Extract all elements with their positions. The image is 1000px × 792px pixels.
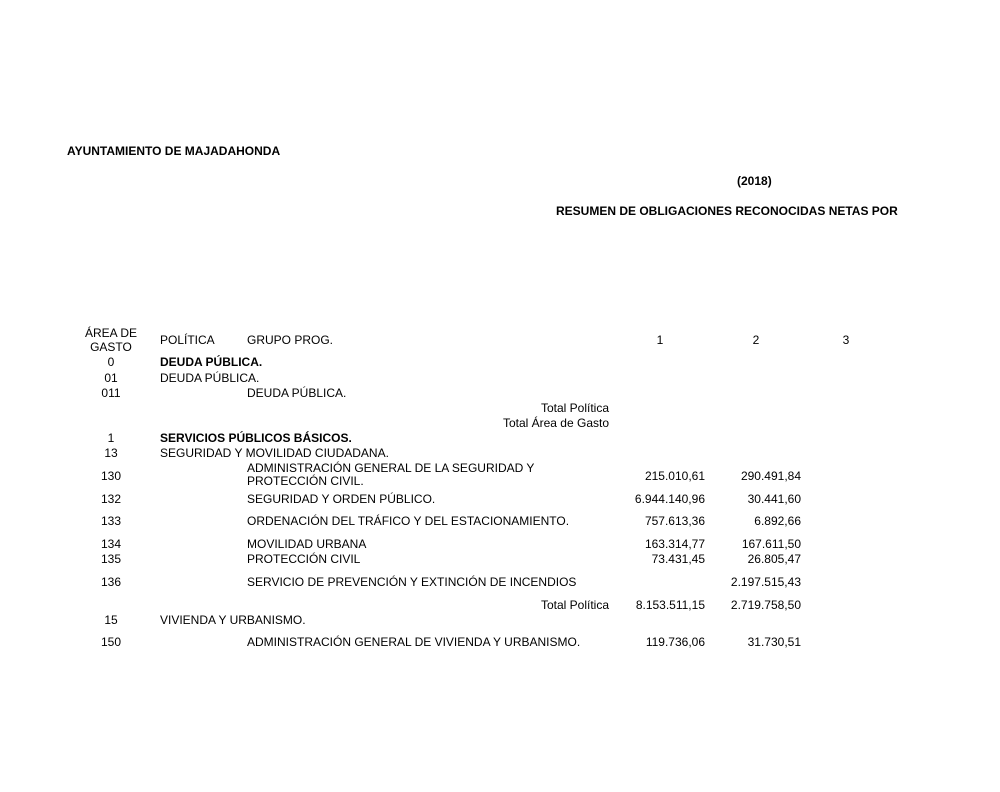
value-col2: 290.491,84: [740, 469, 801, 483]
column-header-grupo: GRUPO PROG.: [247, 333, 334, 347]
column-header-3: 3: [842, 333, 850, 347]
politica-name: VIVIENDA Y URBANISMO.: [160, 613, 306, 627]
value-col2: 167.611,50: [741, 537, 801, 551]
grupo-name: SEGURIDAD Y ORDEN PÚBLICO.: [247, 492, 436, 506]
grupo-code: 133: [100, 514, 122, 528]
value-col2: 26.805,47: [747, 552, 801, 566]
politica-code: 01: [104, 371, 118, 385]
value-col1: 119.736,06: [645, 635, 705, 649]
report-year: (2018): [737, 174, 772, 188]
column-header-2: 2: [752, 333, 760, 347]
value-col2: 31.730,51: [747, 635, 801, 649]
column-header-area: ÁREA DE GASTO: [84, 326, 138, 354]
grupo-code: 134: [100, 537, 122, 551]
value-col2: 30.441,60: [747, 492, 801, 506]
report-title: RESUMEN DE OBLIGACIONES RECONOCIDAS NETAS POR: [556, 204, 898, 218]
total-value-col1: 8.153.511,15: [635, 598, 705, 612]
grupo-name: ORDENACIÓN DEL TRÁFICO Y DEL ESTACIONAMIENTO.: [247, 514, 570, 528]
grupo-code: 011: [101, 386, 121, 400]
grupo-code: 132: [100, 492, 122, 506]
grupo-code: 136: [100, 575, 122, 589]
total-politica-label: Total Política: [540, 598, 609, 612]
total-politica-label: Total Política: [540, 401, 609, 415]
grupo-name: SERVICIO DE PREVENCIÓN Y EXTINCIÓN DE INCENDIOS: [247, 575, 577, 589]
organization-name: AYUNTAMIENTO DE MAJADAHONDA: [67, 144, 281, 158]
value-col1: 757.613,36: [644, 514, 705, 528]
total-area-label: Total Área de Gasto: [502, 416, 609, 430]
politica-code: 15: [104, 613, 118, 627]
politica-name: DEUDA PÚBLICA.: [160, 371, 260, 385]
grupo-name: PROTECCIÓN CIVIL: [247, 552, 361, 566]
grupo-name: ADMINISTRACIÓN GENERAL DE LA SEGURIDAD Y PROTECCIÓN CIVIL.: [247, 461, 535, 488]
grupo-name: MOVILIDAD URBANA: [247, 537, 367, 551]
politica-name: SEGURIDAD Y MOVILIDAD CIUDADANA.: [160, 446, 389, 460]
area-name: DEUDA PÚBLICA.: [160, 355, 263, 369]
grupo-code: 150: [100, 635, 122, 649]
total-value-col2: 2.719.758,50: [730, 598, 801, 612]
column-header-1: 1: [656, 333, 664, 347]
politica-code: 13: [104, 446, 118, 460]
value-col1: 6.944.140,96: [634, 492, 705, 506]
value-col2: 2.197.515,43: [730, 575, 801, 589]
grupo-name: DEUDA PÚBLICA.: [247, 386, 347, 400]
area-code: 0: [107, 355, 115, 369]
value-col1: 163.314,77: [644, 537, 705, 551]
grupo-code: 135: [100, 552, 122, 566]
area-code: 1: [107, 431, 115, 445]
grupo-code: 130: [100, 469, 122, 483]
area-name: SERVICIOS PÚBLICOS BÁSICOS.: [160, 431, 352, 445]
column-header-politica: POLÍTICA: [160, 333, 215, 347]
value-col2: 6.892,66: [754, 514, 801, 528]
grupo-name: ADMINISTRACIÓN GENERAL DE VIVIENDA Y URBANISMO.: [247, 635, 581, 649]
value-col1: 73.431,45: [651, 552, 705, 566]
value-col1: 215.010,61: [644, 469, 705, 483]
